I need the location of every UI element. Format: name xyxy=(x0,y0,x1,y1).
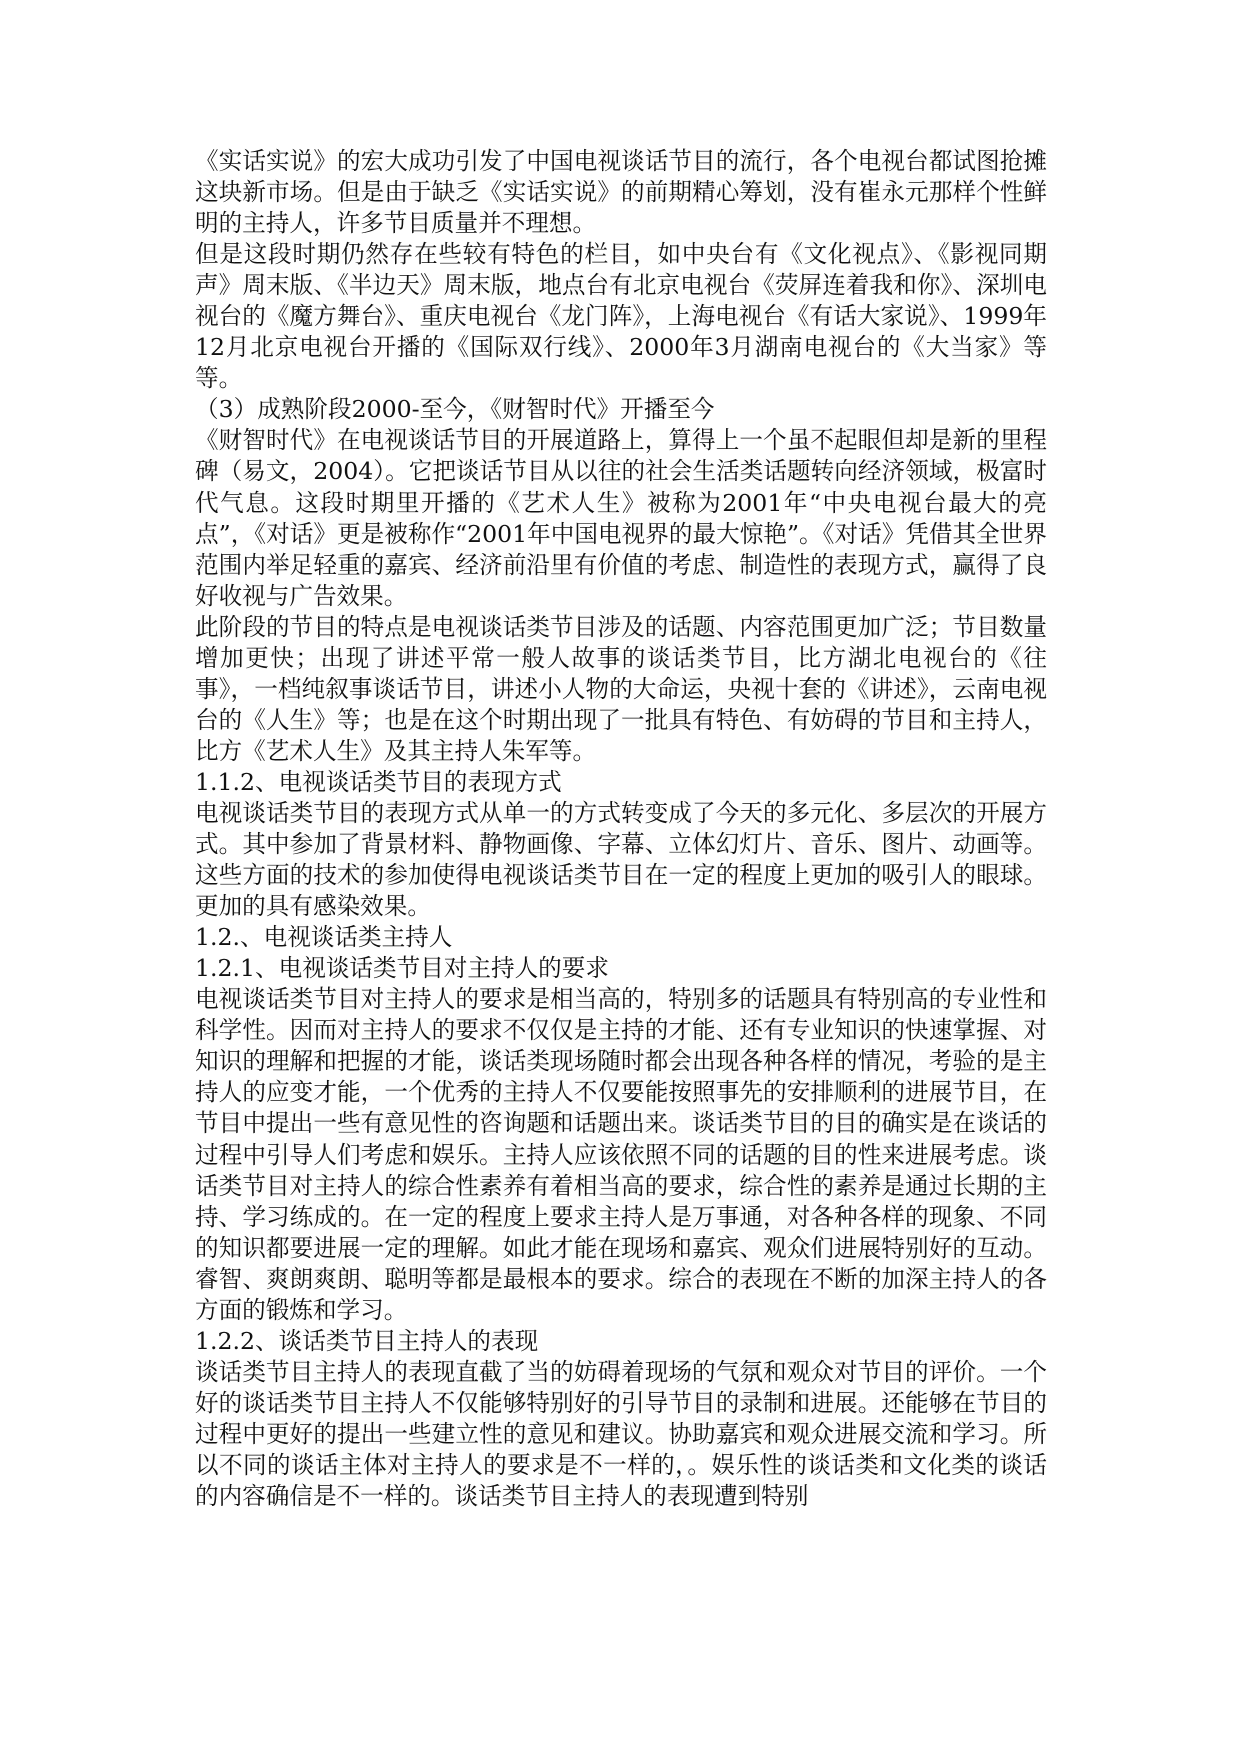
section-heading-mature-stage: （3）成熟阶段2000-至今，《财智时代》开播至今 xyxy=(195,395,715,424)
document-body xyxy=(195,146,1047,1512)
paragraph-host-requirements: 电视谈话类节目对主持人的要求是相当高的，特别多的话题具有特别高的专业性和科学性。因而对主持人的要求不仅仅是主持的才能、还有专业知识的快速掌握、对知识的理解和把握的才能，谈话类现场随时都会出现各种各样的情况，考验的是主持人的应变才能，一个优秀的主持人不仅要能按照事先的安排顺利的进展节目，在节目中提出一些有意见性的咨询题和话题出来。谈话类节目的目的确实是在谈话的过程中引导人们考虑和娱乐。主持人应该依照不同的话题的目的性来进展考虑。谈话类节目对主持人的综合性素养有着相当高的要求，综合性的素养是通过长期的主持、学习练成的。在一定的程度上要求主持人是万事通，对各种各样的现象、不同的知识都要进展一定的理解。如此才能在现场和嘉宾、观众们进展特别好的互动。睿智、爽朗爽朗、聪明等都是最根本的要求。综合的表现在不断的加深主持人的各方面的锻炼和学习。 xyxy=(195,985,1047,1324)
paragraph-presentation-methods: 电视谈话类节目的表现方式从单一的方式转变成了今天的多元化、多层次的开展方式。其中参加了背景材料、静物画像、字幕、立体幻灯片、音乐、图片、动画等。这些方面的技术的参加使得电视谈话类节目在一定的程度上更加的吸引人的眼球。更加的具有感染效果。 xyxy=(195,798,1047,921)
section-heading-1-2-1: 1.2.1、电视谈话类节目对主持人的要求 xyxy=(195,954,609,983)
paragraph-caizhi-shidai: 《财智时代》在电视谈话节目的开展道路上，算得上一个虽不起眼但却是新的里程碑（易文，2004）。它把谈话节目从以往的社会生活类话题转向经济领域，极富时代气息。这段时期里开播的《艺术人生》被称为2001年“中央电视台最大的亮点”，《对话》更是被称作“2001年中国电视界的最大惊艳”。《对话》凭借其全世界范围内举足轻重的嘉宾、经济前沿里有价值的考虑、制造性的表现方式，赢得了良好收视与广告效果。 xyxy=(195,426,1047,610)
paragraph-stage-features: 此阶段的节目的特点是电视谈话类节目涉及的话题、内容范围更加广泛；节目数量增加更快；出现了讲述平常一般人故事的谈话类节目，比方湖北电视台的《往事》，一档纯叙事谈话节目，讲述小人物的大命运，央视十套的《讲述》，云南电视台的《人生》等；也是在这个时期出现了一批具有特色、有妨碍的节目和主持人，比方《艺术人生》及其主持人朱军等。 xyxy=(195,612,1047,765)
paragraph-featured-programs: 但是这段时期仍然存在些较有特色的栏目，如中央台有《文化视点》、《影视同期声》周末版、《半边天》周末版，地点台有北京电视台《荧屏连着我和你》、深圳电视台的《魔方舞台》、重庆电视台《龙门阵》，上海电视台《有话大家说》、1999年12月北京电视台开播的《国际双行线》、2000年3月湖南电视台的《大当家》等等。 xyxy=(195,240,1047,393)
section-heading-1-2-2: 1.2.2、谈话类节目主持人的表现 xyxy=(195,1326,539,1355)
paragraph-host-performance: 谈话类节目主持人的表现直截了当的妨碍着现场的气氛和观众对节目的评价。一个好的谈话类节目主持人不仅能够特别好的引导节目的录制和进展。还能够在节目的过程中更好的提出一些建立性的意见和建议。协助嘉宾和观众进展交流和学习。所以不同的谈话主体对主持人的要求是不一样的，。娱乐性的谈话类和文化类的谈话的内容确信是不一样的。谈话类节目主持人的表现遭到特别 xyxy=(195,1357,1047,1511)
section-heading-1-1-2: 1.1.2、电视谈话类节目的表现方式 xyxy=(195,767,562,796)
section-heading-1-2: 1.2.、电视谈话类主持人 xyxy=(195,923,453,952)
paragraph-intro: 《实话实说》的宏大成功引发了中国电视谈话节目的流行，各个电视台都试图抢摊这块新市场。但是由于缺乏《实话实说》的前期精心筹划，没有崔永元那样个性鲜明的主持人，许多节目质量并不理想。 xyxy=(195,147,1047,238)
